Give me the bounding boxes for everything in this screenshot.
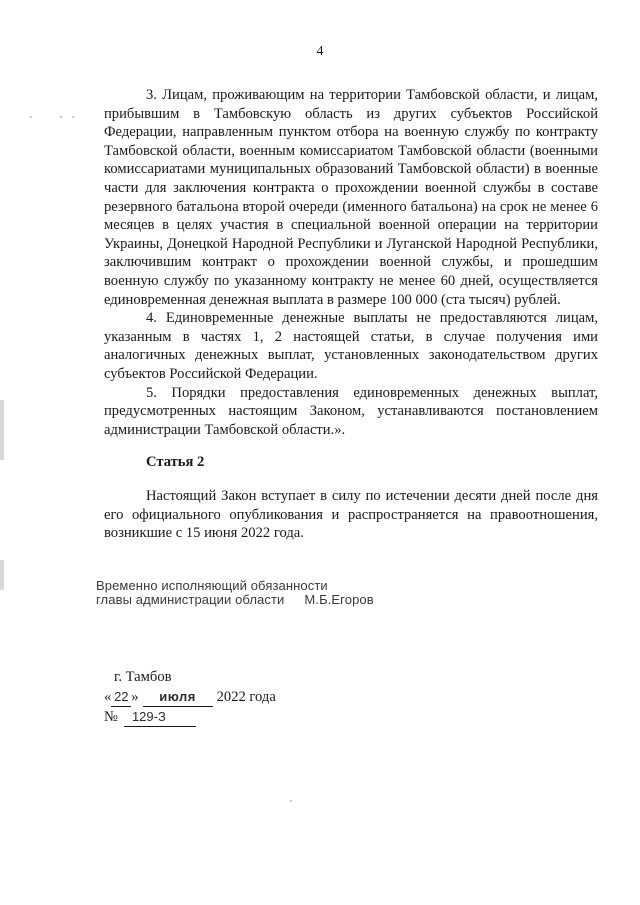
article-text [104, 487, 598, 543]
article-heading: Статья 2 [146, 454, 205, 470]
place-date-block [104, 668, 404, 727]
date-year: 2022 года [216, 689, 276, 705]
signature-title-line-2-text: главы администрации области [96, 592, 285, 607]
close-quote: » [131, 689, 139, 705]
signature-title-line-1: Временно исполняющий обязанности [96, 578, 328, 593]
date-day: 22 [111, 687, 131, 707]
scan-speck [72, 116, 74, 118]
body-text [104, 86, 598, 439]
signatory-name: М.Б.Егоров [304, 592, 374, 607]
date-line [104, 687, 404, 707]
scan-speck [30, 116, 32, 118]
law-number-line [104, 707, 404, 727]
open-quote: « [104, 689, 112, 705]
signature-block [96, 579, 456, 607]
city: г. Тамбов [114, 669, 172, 685]
paragraph-3: 3. Лицам, проживающим на территории Тамбовской области, и лицам, прибывшим в Тамбовскую область из других субъектов Российской Федерации, направленным пунктом отбора на военную службу по контракту Тамбовской области, военным комиссариатом Тамбовской области (военными комиссариатами муниципальных образований Тамбовской области) в военные части для заключения контракта о прохождении военной службы в составе резервного батальона второй очереди (именного батальона) на срок не менее 6 месяцев в целях участия в специальной военной операции на территории Украины, Донецкой Народной Республики и Луганской Народной Республики, заключившим контракт о прохождении военной службы, и прошедшим военную службу по указанному контракту не менее 60 дней, осуществляется единовременная денежная выплата в размере 100 000 (ста тысяч) рублей. [104, 87, 598, 308]
scan-margin-mark [0, 560, 4, 590]
number-sign: № [104, 709, 118, 725]
scan-speck [290, 800, 292, 802]
scan-speck [60, 116, 62, 118]
date-month: июля [143, 687, 213, 707]
law-number: 129-З [124, 707, 196, 727]
paragraph-5: 5. Порядки предоставления единовременных денежных выплат, предусмотренных настоящим Законом, устанавливаются постановлением администрации Тамбовской области.». [104, 384, 598, 438]
scan-margin-mark [0, 400, 4, 460]
paragraph-4: 4. Единовременные денежные выплаты не предоставляются лицам, указанным в частях 1, 2 настоящей статьи, в случае получения ими аналогичных денежных выплат, установленных законодательством других субъектов Российской Федерации. [104, 310, 598, 382]
page-number: 4 [316, 44, 324, 59]
signature-title-line-2 [96, 593, 456, 607]
article-paragraph: Настоящий Закон вступает в силу по истечении десяти дней после дня его официального опубликования и распространяется на правоотношения, возникшие с 15 июня 2022 года. [104, 488, 598, 542]
